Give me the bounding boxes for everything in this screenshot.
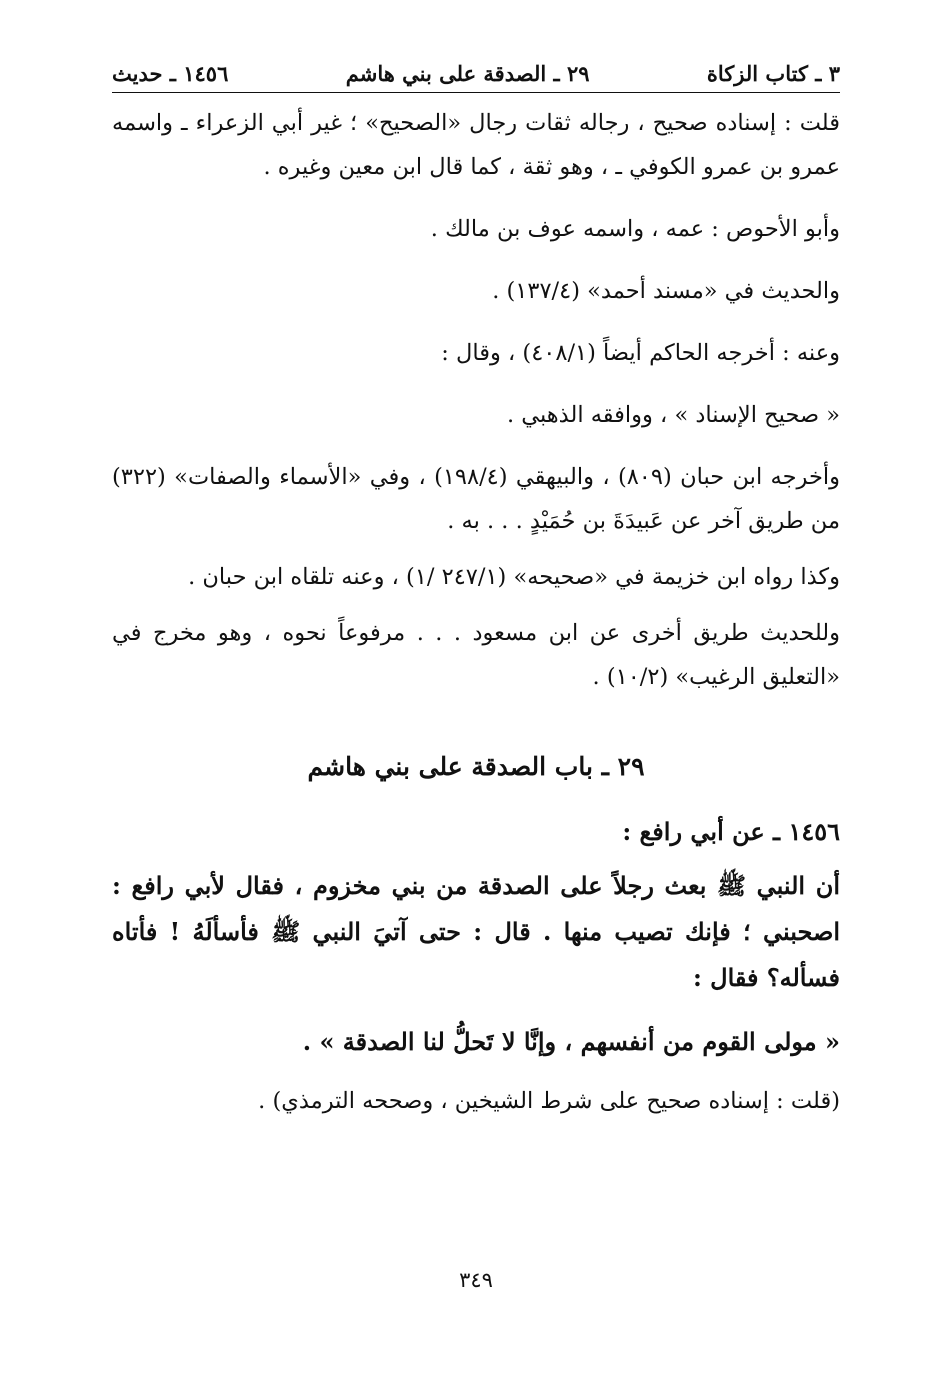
- paragraph: وعنه : أخرجه الحاكم أيضاً (٤٠٨/١) ، وقال :: [441, 340, 840, 366]
- paragraph: والحديث في «مسند أحمد» (١٣٧/٤) .: [492, 278, 840, 304]
- header-hadith-number: ١٤٥٦ ـ حديث: [112, 61, 229, 86]
- paragraph: « صحيح الإسناد » ، ووافقه الذهبي .: [506, 402, 840, 428]
- page: [112, 56, 840, 1356]
- hadith-number: ١٤٥٦ ـ عن أبي رافع :: [622, 817, 840, 846]
- paragraph: قلت : إسناده صحيح ، رجاله ثقات رجال «الصحيح» ؛ غير أبي الزعراء ـ واسمه عمرو بن عمرو الكوفي ـ ، وهو ثقة ، كما قال ابن معين وغيره .: [112, 110, 840, 180]
- paragraph: وللحديث طريق أخرى عن ابن مسعود . . . مرفوعاً نحوه ، وهو مخرج في «التعليق الرغيب» (١٠/٢) .: [112, 620, 840, 690]
- hadith-text: أن النبي ﷺ بعث رجلاً على الصدقة من بني مخزوم ، فقال لأبي رافع : اصحبني ؛ فإنك تصيب منها . قال : حتى آتيَ النبي ﷺ فأسألَهُ ! فأتاه فسأله؟ فقال :: [112, 871, 841, 992]
- header-chapter-title: ٢٩ ـ الصدقة على بني هاشم: [345, 61, 590, 86]
- header-book-title: ٣ ـ كتاب الزكاة: [706, 61, 840, 86]
- paragraph: وكذا رواه ابن خزيمة في «صحيحه» (٢٤٧/١ /١) ، وعنه تلقاه ابن حبان .: [188, 564, 840, 590]
- paragraph: وأبو الأحوص : عمه ، واسمه عوف بن مالك .: [430, 216, 840, 242]
- hadith-quote: « مولى القوم من أنفسهم ، وإنَّا لا تَحلُّ لنا الصدقة » .: [302, 1027, 840, 1056]
- paragraph: وأخرجه ابن حبان (٨٠٩) ، والبيهقي (١٩٨/٤) ، وفي «الأسماء والصفات» (٣٢٢) من طريق آخر عن عَبيدَةَ بن حُمَيْدٍ . . . به .: [112, 464, 840, 534]
- hadith-note: (قلت : إسناده صحيح على شرط الشيخين ، وصححه الترمذي) .: [258, 1088, 840, 1114]
- running-header: [112, 56, 840, 93]
- chapter-title: ٢٩ ـ باب الصدقة على بني هاشم: [307, 752, 645, 781]
- page-number: ٣٤٩: [459, 1268, 493, 1292]
